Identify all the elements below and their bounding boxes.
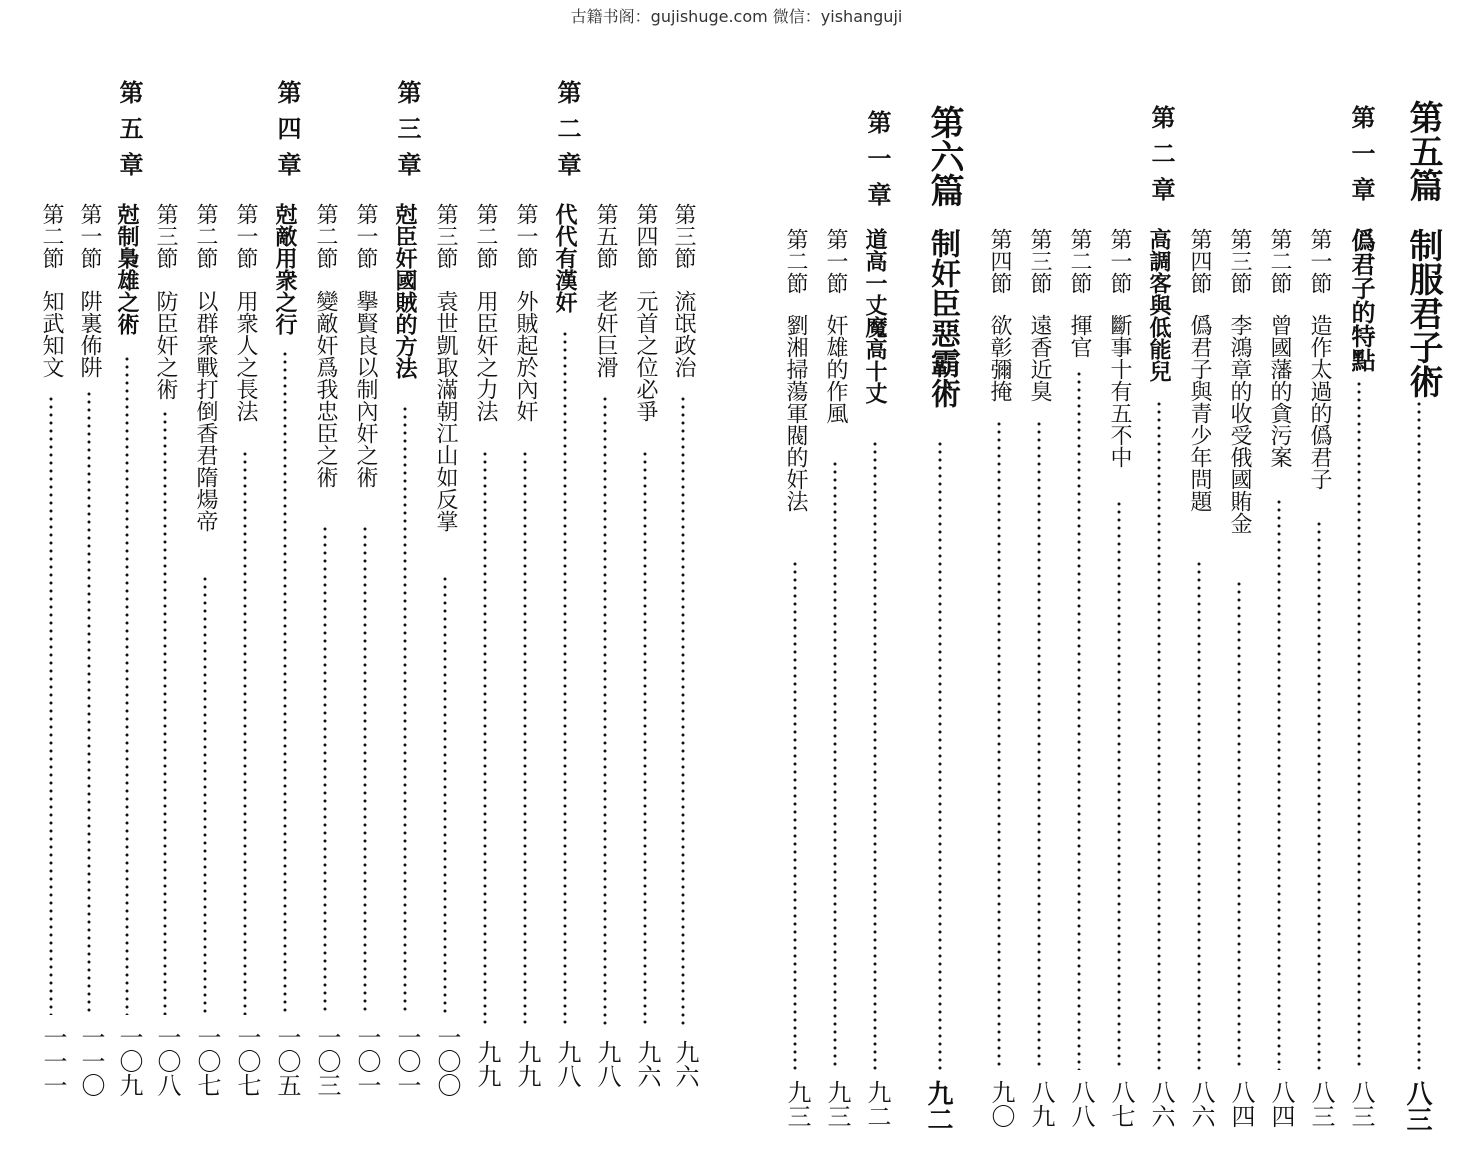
entry-page: 九六 — [671, 1040, 699, 1088]
leader-dots — [49, 395, 53, 1015]
leader-dots — [323, 525, 327, 1015]
entry-label: 第四節 — [987, 228, 1012, 294]
entry-label: 第一節 — [513, 203, 538, 269]
entry-page: 九二 — [863, 1080, 891, 1128]
entry-title: 外賊起於內奸 — [513, 290, 538, 422]
entry-title: 奸雄的作風 — [823, 314, 848, 424]
leader-dots — [1357, 380, 1361, 1070]
entry-page: 一〇一 — [393, 1025, 421, 1097]
entry-label: 第三節 — [1227, 228, 1252, 294]
entry-label: 第二章 — [1147, 105, 1176, 213]
entry-page: 九六 — [633, 1040, 661, 1088]
entry-page: 八九 — [1027, 1080, 1055, 1128]
entry-label: 第二節 — [1267, 228, 1292, 294]
entry-title: 李鴻章的收受俄國賄金 — [1227, 314, 1252, 534]
entry-title: 揮官 — [1067, 314, 1092, 358]
entry-page: 八三 — [1402, 1080, 1432, 1132]
entry-title: 斷事十有五不中 — [1107, 314, 1132, 468]
entry-label: 第三節 — [153, 203, 178, 269]
entry-title: 知武知文 — [39, 290, 64, 378]
leader-dots — [125, 355, 129, 1015]
entry-page: 一〇七 — [233, 1025, 261, 1097]
entry-title: 用衆人之長法 — [233, 290, 258, 422]
entry-page: 九八 — [553, 1040, 581, 1088]
entry-label: 第一節 — [353, 203, 378, 269]
entry-title: 僞君子的特點 — [1347, 228, 1376, 372]
entry-page: 九〇 — [987, 1080, 1015, 1128]
entry-title: 造作太過的僞君子 — [1307, 314, 1332, 490]
entry-title: 阱裏佈阱 — [77, 290, 102, 378]
entry-title: 高調客與低能兒 — [1146, 228, 1172, 382]
leader-dots — [523, 450, 527, 1025]
entry-title: 僞君子與青少年問題 — [1187, 314, 1212, 512]
leader-dots — [1117, 500, 1121, 1070]
leader-dots — [997, 420, 1001, 1070]
entry-page: 一〇七 — [193, 1025, 221, 1097]
entry-label: 第一節 — [1107, 228, 1132, 294]
entry-title: 制服君子術 — [1403, 228, 1443, 398]
entry-page: 八三 — [1347, 1080, 1375, 1128]
leader-dots — [1037, 420, 1041, 1070]
entry-page: 八四 — [1227, 1080, 1255, 1128]
leader-dots — [243, 450, 247, 1015]
entry-label: 第六篇 — [924, 105, 964, 207]
leader-dots — [793, 560, 797, 1070]
entry-label: 第一章 — [863, 110, 892, 218]
entry-label: 第二節 — [193, 203, 218, 269]
entry-title: 用臣奸之力法 — [473, 290, 498, 422]
entry-title: 擧賢良以制內奸之術 — [353, 290, 378, 488]
leader-dots — [563, 330, 567, 1025]
entry-title: 尅制梟雄之術 — [114, 203, 140, 335]
leader-dots — [1157, 400, 1161, 1070]
entry-label: 第二節 — [473, 203, 498, 269]
entry-title: 遠香近臭 — [1027, 314, 1052, 402]
leader-dots — [643, 450, 647, 1025]
entry-page: 八六 — [1147, 1080, 1175, 1128]
entry-label: 第五篇 — [1403, 100, 1443, 202]
entry-page: 九三 — [823, 1080, 851, 1128]
entry-title: 防臣奸之術 — [153, 290, 178, 400]
leader-dots — [603, 395, 607, 1025]
leader-dots — [1417, 400, 1421, 1070]
entry-page: 一〇三 — [313, 1025, 341, 1097]
entry-page: 八七 — [1107, 1080, 1135, 1128]
leader-dots — [163, 410, 167, 1015]
entry-page: 八三 — [1307, 1080, 1335, 1128]
entry-label: 第一節 — [233, 203, 258, 269]
entry-page: 九二 — [923, 1080, 953, 1132]
entry-page: 九三 — [783, 1080, 811, 1128]
entry-label: 第一節 — [1307, 228, 1332, 294]
entry-page: 一〇〇 — [433, 1025, 461, 1097]
entry-page: 九九 — [473, 1040, 501, 1088]
entry-title: 老奸巨滑 — [593, 290, 618, 378]
entry-label: 第二節 — [39, 203, 64, 269]
entry-label: 第五節 — [593, 203, 618, 269]
entry-page: 八四 — [1267, 1080, 1295, 1128]
entry-page: 八六 — [1187, 1080, 1215, 1128]
entry-label: 第四章 — [273, 80, 302, 188]
entry-title: 劉湘掃蕩軍閥的奸法 — [783, 314, 808, 512]
entry-label: 第三節 — [1027, 228, 1052, 294]
entry-page: 一〇五 — [273, 1025, 301, 1097]
entry-label: 第三節 — [433, 203, 458, 269]
entry-title: 元首之位必爭 — [633, 290, 658, 422]
entry-page: 九九 — [513, 1040, 541, 1088]
entry-label: 第五章 — [115, 80, 144, 188]
entry-label: 第二節 — [313, 203, 338, 269]
entry-label: 第二節 — [783, 228, 808, 294]
entry-label: 第一節 — [77, 203, 102, 269]
entry-title: 以群衆戰打倒香君隋煬帝 — [193, 290, 218, 532]
entry-title: 道高一丈魔高十丈 — [862, 228, 888, 404]
entry-title: 流氓政治 — [671, 290, 696, 378]
entry-label: 第三章 — [393, 80, 422, 188]
leader-dots — [681, 395, 685, 1025]
entry-label: 第二節 — [1067, 228, 1092, 294]
leader-dots — [483, 450, 487, 1025]
entry-label: 第二章 — [553, 80, 582, 188]
entry-page: 一〇八 — [153, 1025, 181, 1097]
leader-dots — [443, 575, 447, 1015]
entry-label: 第三節 — [671, 203, 696, 269]
entry-title: 變敵奸爲我忠臣之術 — [313, 290, 338, 488]
leader-dots — [87, 390, 91, 1015]
entry-title: 制奸臣惡霸術 — [925, 228, 960, 408]
entry-page: 一一〇 — [77, 1025, 105, 1097]
entry-title: 尅臣奸國賊的方法 — [392, 203, 418, 379]
entry-label: 第四節 — [1187, 228, 1212, 294]
leader-dots — [833, 460, 837, 1070]
entry-label: 第一章 — [1347, 105, 1376, 213]
leader-dots — [1237, 580, 1241, 1070]
entry-label: 第四節 — [633, 203, 658, 269]
leader-dots — [203, 575, 207, 1015]
leader-dots — [938, 440, 942, 1070]
leader-dots — [283, 350, 287, 1015]
watermark: 古籍书阁：gujishuge.com 微信：yishanguji — [570, 7, 903, 26]
entry-title: 曾國藩的貪污案 — [1267, 314, 1292, 468]
entry-title: 代代有漢奸 — [552, 203, 578, 313]
entry-page: 一〇九 — [115, 1025, 143, 1097]
leader-dots — [1277, 498, 1281, 1070]
entry-page: 一一一 — [39, 1025, 67, 1097]
leader-dots — [1317, 520, 1321, 1070]
leader-dots — [1197, 560, 1201, 1070]
leader-dots — [403, 405, 407, 1015]
entry-title: 袁世凱取滿朝江山如反掌 — [433, 290, 458, 532]
leader-dots — [873, 440, 877, 1070]
entry-title: 欲彰彌掩 — [987, 314, 1012, 402]
entry-page: 一〇一 — [353, 1025, 381, 1097]
leader-dots — [1077, 370, 1081, 1070]
entry-page: 九八 — [593, 1040, 621, 1088]
leader-dots — [363, 525, 367, 1015]
entry-label: 第一節 — [823, 228, 848, 294]
entry-title: 尅敵用衆之行 — [272, 203, 298, 335]
entry-page: 八八 — [1067, 1080, 1095, 1128]
